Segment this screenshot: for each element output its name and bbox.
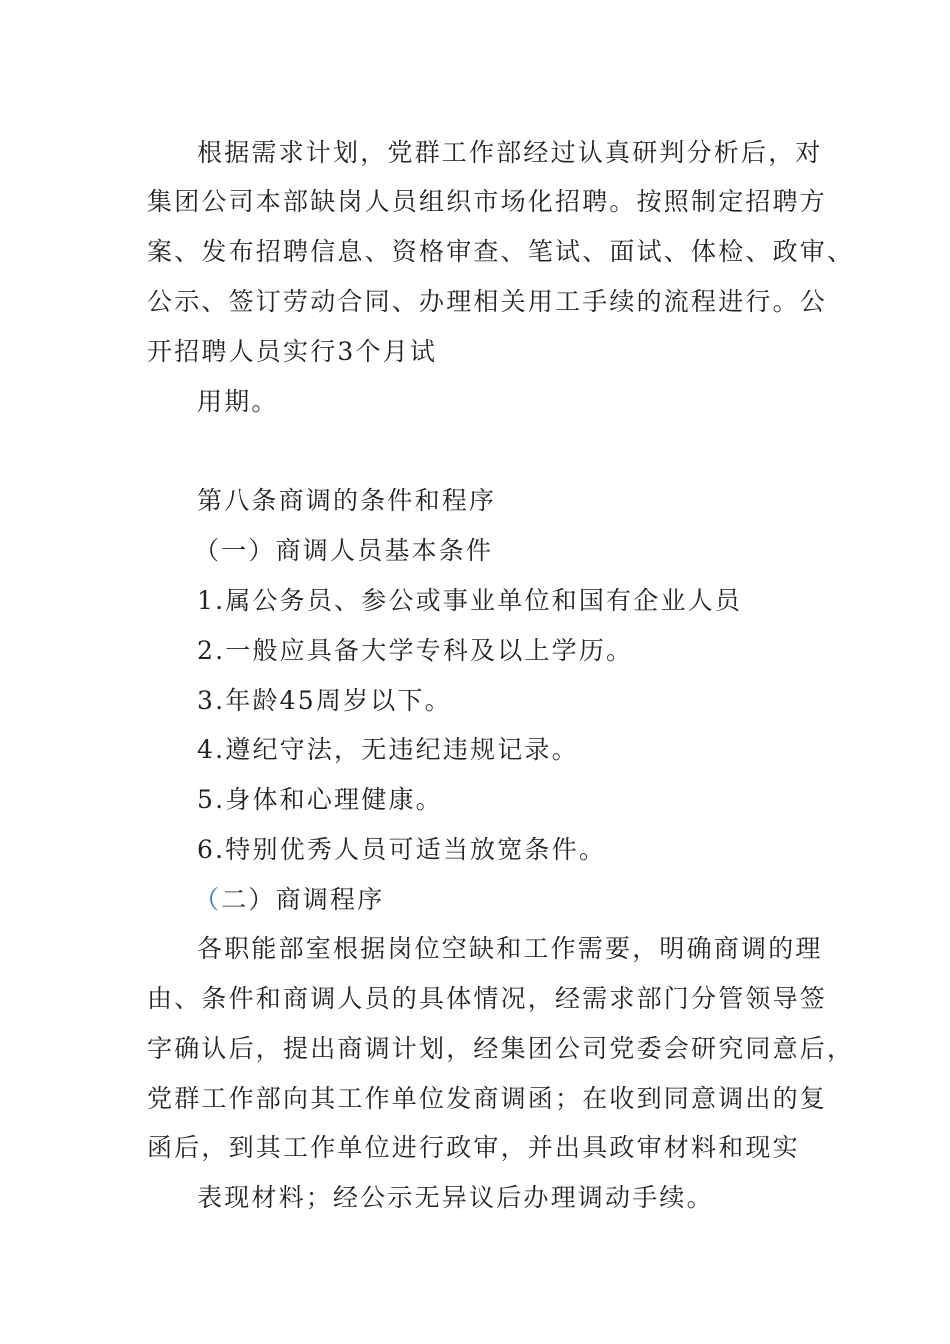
condition-item-6: 6.特别优秀人员可适当放宽条件。	[197, 835, 607, 864]
section-2-open-paren: （	[194, 885, 222, 914]
paragraph1-line-1: 根据需求计划，党群工作部经过认真研判分析后，对	[197, 138, 823, 167]
section-1-heading: （一）商调人员基本条件	[194, 536, 494, 565]
paragraph2-line-3: 字确认后，提出商调计划，经集团公司党委会研究同意后，	[147, 1034, 855, 1063]
section-2-heading	[194, 884, 384, 916]
paragraph2-line-5: 函后，到其工作单位进行政审，并出具政审材料和现实	[147, 1133, 800, 1162]
section-2-heading-text: 二）商调程序	[221, 885, 385, 914]
paragraph2-line-4: 党群工作部向其工作单位发商调函；在收到同意调出的复	[147, 1084, 828, 1113]
condition-item-3: 3.年龄45周岁以下。	[197, 686, 452, 715]
paragraph1-line-4: 公示、签订劳动合同、办理相关用工手续的流程进行。公	[147, 287, 828, 316]
paragraph1-line-2: 集团公司本部缺岗人员组织市场化招聘。按照制定招聘方	[147, 187, 828, 216]
paragraph1-tail: 用期。	[197, 387, 279, 416]
paragraph1-line-5: 开招聘人员实行3个月试	[147, 337, 438, 366]
paragraph1-line-3: 案、发布招聘信息、资格审查、笔试、面试、体检、政审、	[147, 237, 855, 266]
paragraph2-line-2: 由、条件和商调人员的具体情况，经需求部门分管领导签	[147, 984, 828, 1013]
paragraph2-line-1: 各职能部室根据岗位空缺和工作需要，明确商调的理	[197, 934, 823, 963]
condition-item-1: 1.属公务员、参公或事业单位和国有企业人员	[197, 586, 743, 615]
article-8-heading: 第八条商调的条件和程序	[197, 486, 497, 515]
condition-item-4: 4.遵纪守法，无违纪违规记录。	[197, 735, 579, 764]
paragraph2-tail: 表现材料；经公示无异议后办理调动手续。	[197, 1183, 714, 1212]
condition-item-5: 5.身体和心理健康。	[197, 785, 443, 814]
condition-item-2: 2.一般应具备大学专科及以上学历。	[197, 636, 634, 665]
